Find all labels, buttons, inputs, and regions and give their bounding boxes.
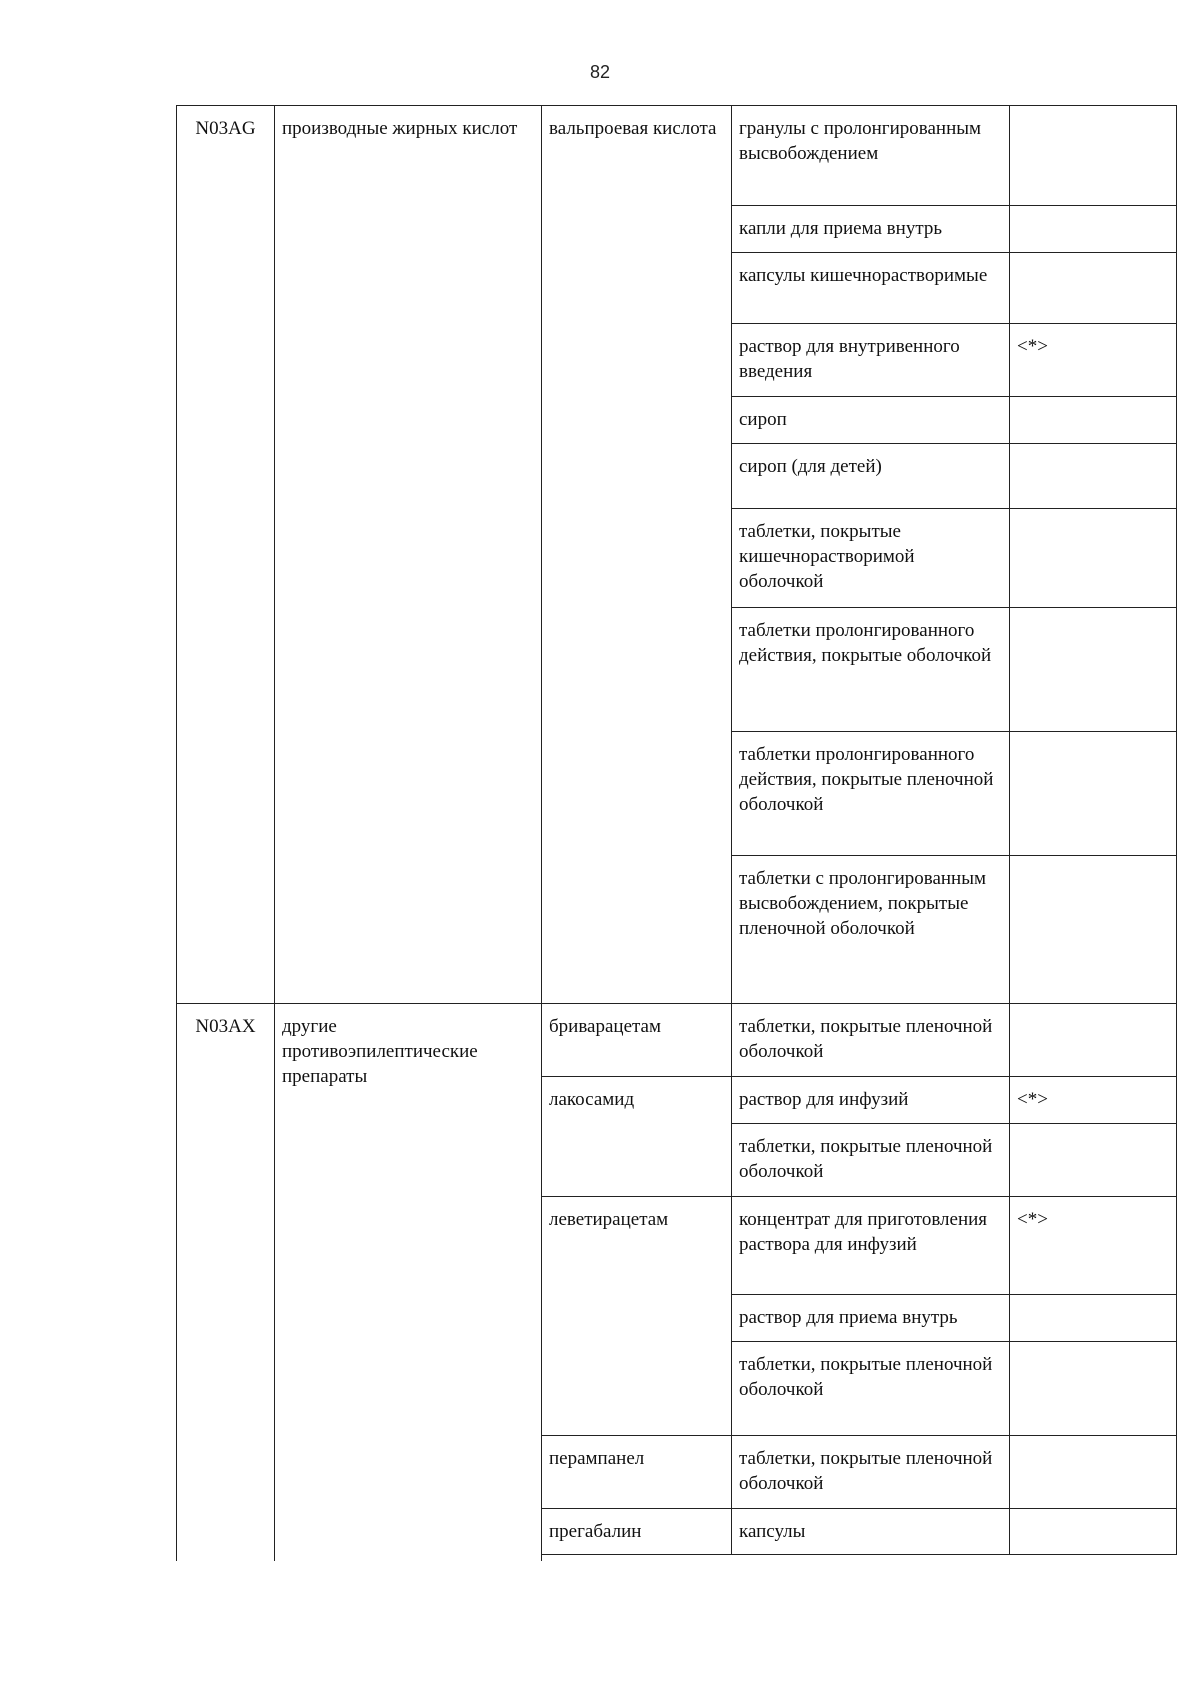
pharmacological-group-cell: производные жирных кислот (275, 106, 542, 1004)
note-cell (1010, 1295, 1177, 1342)
dosage-form-cell: раствор для внутривенного введения (732, 324, 1010, 397)
note-cell: <*> (1010, 324, 1177, 397)
note-cell: <*> (1010, 1077, 1177, 1124)
drug-name-cell: прегабалин (542, 1509, 732, 1555)
note-cell (1010, 1509, 1177, 1555)
dosage-form-cell: капсулы кишечнорастворимые (732, 253, 1010, 324)
note-cell (1010, 732, 1177, 856)
pharmacological-group-cell: другие противоэпилептические препараты (275, 1004, 542, 1561)
note-cell (1010, 856, 1177, 1004)
note-cell (1010, 253, 1177, 324)
medication-table (176, 105, 1177, 1561)
note-cell (1010, 206, 1177, 253)
note-cell (1010, 509, 1177, 608)
dosage-form-cell: капли для приема внутрь (732, 206, 1010, 253)
drug-name-cell: вальпроевая кислота (542, 106, 732, 1004)
note-cell (1010, 397, 1177, 444)
drug-name-cell: лакосамид (542, 1077, 732, 1197)
note-cell (1010, 1004, 1177, 1077)
note-cell (1010, 106, 1177, 206)
continuation-spacer (542, 1555, 732, 1561)
note-cell (1010, 1436, 1177, 1509)
continuation-spacer (732, 1555, 1010, 1561)
dosage-form-cell: таблетки с пролонгированным высвобождением, покрытые пленочной оболочкой (732, 856, 1010, 1004)
note-cell: <*> (1010, 1197, 1177, 1295)
dosage-form-cell: гранулы с пролонгированным высвобождением (732, 106, 1010, 206)
dosage-form-cell: раствор для инфузий (732, 1077, 1010, 1124)
drug-name-cell: бриварацетам (542, 1004, 732, 1077)
table-row (177, 106, 1177, 206)
drug-name-cell: леветирацетам (542, 1197, 732, 1436)
dosage-form-cell: таблетки, покрытые пленочной оболочкой (732, 1342, 1010, 1436)
dosage-form-cell: концентрат для приготовления раствора для инфузий (732, 1197, 1010, 1295)
dosage-form-cell: таблетки пролонгированного действия, покрытые пленочной оболочкой (732, 732, 1010, 856)
atc-code-cell: N03AG (177, 106, 275, 1004)
dosage-form-cell: таблетки, покрытые кишечнорастворимой оболочкой (732, 509, 1010, 608)
dosage-form-cell: сироп (для детей) (732, 444, 1010, 509)
atc-code-cell: N03AX (177, 1004, 275, 1561)
table-body (177, 106, 1177, 1561)
drug-name-cell: перампанел (542, 1436, 732, 1509)
table-row (177, 1004, 1177, 1077)
page-number: 82 (589, 62, 611, 82)
dosage-form-cell: таблетки, покрытые пленочной оболочкой (732, 1004, 1010, 1077)
note-cell (1010, 1124, 1177, 1197)
dosage-form-cell: таблетки, покрытые пленочной оболочкой (732, 1124, 1010, 1197)
dosage-form-cell: таблетки пролонгированного действия, покрытые оболочкой (732, 608, 1010, 732)
note-cell (1010, 608, 1177, 732)
note-cell (1010, 1342, 1177, 1436)
dosage-form-cell: раствор для приема внутрь (732, 1295, 1010, 1342)
note-cell (1010, 444, 1177, 509)
dosage-form-cell: сироп (732, 397, 1010, 444)
continuation-spacer (1010, 1555, 1177, 1561)
dosage-form-cell: таблетки, покрытые пленочной оболочкой (732, 1436, 1010, 1509)
dosage-form-cell: капсулы (732, 1509, 1010, 1555)
